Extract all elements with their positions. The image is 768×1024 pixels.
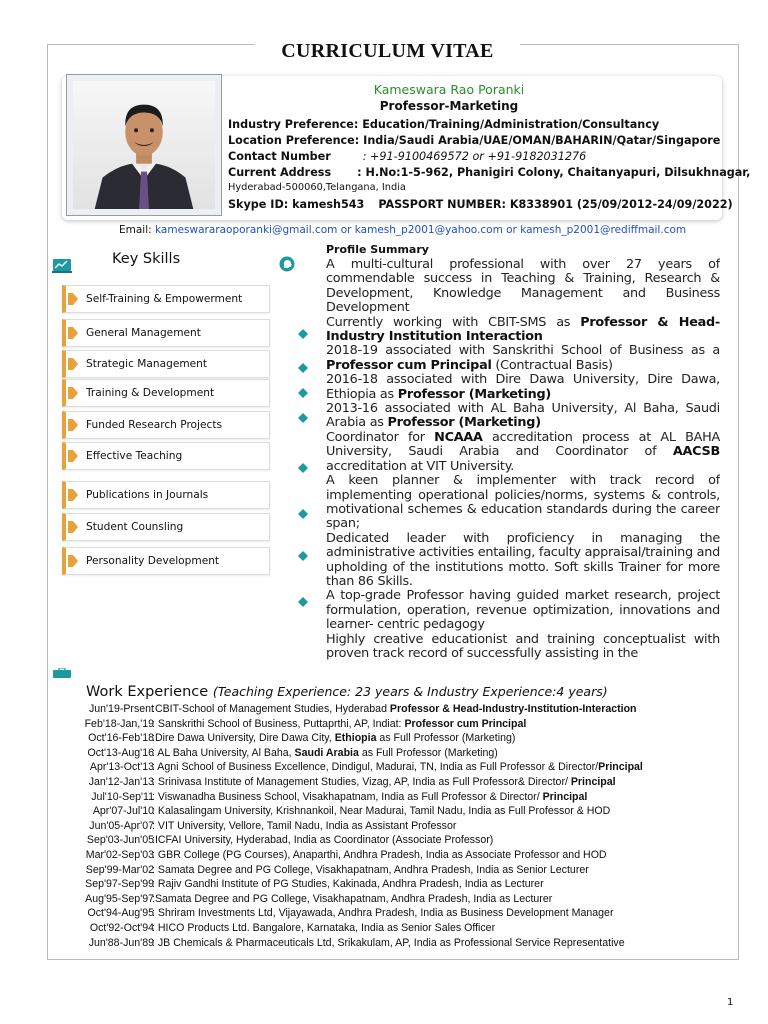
work-period: Jun'05-Apr'07 [89, 819, 154, 832]
work-description: : Samata Degree and PG College, Visakhapatnam, Andhra Pradesh, India as Senior Lecturer [152, 863, 589, 876]
profile-para-9: A top-grade Professor having guided market research, project formulation, operation, revenue optimization, innovations and learner- centric pedagogy [326, 588, 720, 633]
diamond-bullet-icon [298, 363, 308, 373]
key-skill-label: Student Counsling [86, 521, 184, 533]
work-row [58, 834, 738, 849]
profile-summary-text [326, 258, 720, 666]
arrow-tab-icon [68, 555, 78, 567]
work-period: Sep'97-Sep'99 [85, 878, 154, 891]
head-profile-icon [279, 256, 295, 272]
work-period: Jan'12-Jan'13 [88, 776, 154, 788]
key-skill-item [62, 379, 270, 407]
skype-id: Skype ID: kamesh543 [228, 198, 365, 211]
work-description: :Samata Degree and PG College, Visakhapatnam, Andhra Pradesh, India as Lecturer [152, 892, 553, 905]
arrow-tab-icon [68, 521, 78, 533]
profile-para-10: Highly creative educationist and training conceptualist with proven track record of successfully assisting in the [326, 631, 720, 661]
work-period: Sep'03-Jun'05 [86, 834, 154, 847]
work-description: : Rajiv Gandhi Institute of PG Studies, Kakinada, Andhra Pradesh, India as Lecturer [152, 878, 544, 891]
key-skill-item [62, 285, 270, 313]
work-period: Jun'19-Prsent [88, 703, 154, 715]
work-description: :ICFAI University, Hyderabad, India as Coordinator (Associate Professor) [152, 834, 494, 847]
chart-board-icon [52, 257, 72, 274]
key-skills-title: Key Skills [112, 251, 181, 267]
profile-para-8: Dedicated leader with proficiency in managing the administrative activities entailing, faculty appraisal/training and upholding of the institutions motto. Soft skills Trainer for more than 86 Skills. [326, 530, 720, 589]
work-period: Aug'95-Sep'97 [85, 892, 154, 905]
work-period: Oct'13-Aug'16 [87, 746, 154, 759]
work-description: : JB Chemicals & Pharmaceuticals Ltd, Srikakulam, AP, India as Professional Service Representative [152, 936, 625, 949]
work-period: Jul'10-Sep'11 [91, 790, 154, 803]
key-skill-item [62, 319, 270, 347]
work-description: :Dire Dawa University, Dire Dawa City, Ethiopia as Full Professor (Marketing) [152, 732, 516, 745]
key-skill-label: Personality Development [86, 555, 220, 567]
work-description: :CBIT-School of Management Studies, Hyderabad Professor & Head-Industry-Institution-Interaction [152, 703, 637, 715]
work-period: Oct'92-Oct'94 [89, 922, 154, 934]
work-row [58, 937, 738, 952]
profile-para-1: A multi-cultural professional with over 27 years of commendable success in Teaching & Training, Research & Development, Knowledge Management and Business Development [326, 258, 720, 316]
arrow-tab-icon [68, 450, 78, 462]
key-skill-label: Publications in Journals [86, 489, 209, 501]
arrow-tab-icon [68, 358, 78, 370]
key-skill-label: Training & Development [86, 387, 215, 399]
profile-summary-title: Profile Summary [326, 243, 429, 256]
work-row [58, 776, 738, 791]
key-skill-label: Effective Teaching [86, 450, 183, 462]
key-skill-item [62, 547, 270, 575]
email-links[interactable]: kameswararaoporanki@gmail.com or kamesh_p2001@yahoo.com or kamesh_p2001@rediffmail.com [155, 224, 687, 236]
arrow-tab-icon [68, 293, 78, 305]
profile-para-2: Currently working with CBIT-SMS as Professor & Head-Industry Institution Interaction [326, 314, 720, 345]
work-row [58, 922, 738, 937]
work-description: : Viswanadha Business School, Visakhapatnam, India as Full Professor & Director/ Principal [152, 790, 588, 803]
portrait-image [73, 81, 215, 209]
work-row [58, 864, 738, 879]
industry-preference: Industry Preference: Education/Training/Administration/Consultancy [228, 118, 660, 131]
work-period: Oct'16-Feb'18 [88, 732, 154, 745]
work-row [58, 878, 738, 893]
key-skill-item [62, 411, 270, 439]
work-experience-subtitle: (Teaching Experience: 23 years & Industry Experience:4 years) [212, 684, 608, 699]
work-description: : AL Baha University, Al Baha, Saudi Arabia as Full Professor (Marketing) [152, 746, 498, 759]
page-number: 1 [727, 997, 734, 1008]
work-period: Apr'13-Oct'13 [89, 761, 154, 774]
profile-para-5: 2013-16 associated with AL Baha University, Al Baha, Saudi Arabia as Professor (Marketing) [326, 401, 720, 431]
work-row [58, 893, 738, 908]
work-period: Mar'02-Sep'03 [85, 849, 154, 861]
work-period: Jun'88-Jun'89 [88, 936, 154, 949]
diamond-bullet-icon [298, 597, 308, 607]
key-skill-label: Strategic Management [86, 358, 208, 370]
work-row [58, 732, 738, 747]
work-row [58, 747, 738, 762]
work-row [58, 820, 738, 835]
address-line-2: Hyderabad-500060,Telangana, India [228, 182, 406, 193]
work-experience-title: Work Experience (Teaching Experience: 23 years & Industry Experience:4 years) [86, 684, 608, 700]
location-preference: Location Preference: India/Saudi Arabia/UAE/OMAN/BAHARIN/Qatar/Singapore [228, 134, 721, 147]
candidate-designation: Professor-Marketing [379, 99, 519, 113]
key-skill-item [62, 442, 270, 470]
work-description: : VIT University, Vellore, Tamil Nadu, India as Assistant Professor [152, 819, 457, 832]
work-row [58, 718, 738, 733]
work-period: Oct'94-Aug'95 [87, 907, 154, 920]
work-description: : Srinivasa Institute of Management Studies, Vizag, AP, India as Full Professor& Director/ Principal [152, 776, 616, 788]
work-description: : GBR College (PG Courses), Anaparthi, Andhra Pradesh, India as Associate Professor and HOD [152, 849, 607, 861]
work-description: : Agni School of Business Excellence, Dindigul, Madurai, TN, India as Full Professor & Director/Principal [152, 761, 643, 774]
work-row [58, 761, 738, 776]
profile-para-7: A keen planner & implementer with track record of implementing operational policies/norms, systems & controls, motivational schemes & education standards during the career span; [326, 473, 720, 532]
key-skill-label: General Management [86, 327, 201, 339]
current-address: Current Address : H.No:1-5-962, Phanigiri Colony, Chaitanyapuri, Dilsukhnagar, [228, 166, 751, 179]
work-description: : HICO Products Ltd. Bangalore, Karnataka, India as Senior Sales Officer [152, 922, 496, 934]
work-description: : Kalasalingam University, Krishnankoil, Near Madurai, Tamil Nadu, India as Full Professor & HOD [152, 805, 611, 818]
profile-para-4: 2016-18 associated with Dire Dawa University, Dire Dawa, Ethiopia as Professor (Marketing) [326, 372, 720, 402]
skype-passport-line [228, 198, 733, 211]
work-row [58, 907, 738, 922]
diamond-bullet-icon [298, 463, 308, 473]
work-description: : Shriram Investments Ltd, Vijayawada, Andhra Pradesh, India as Business Development Manager [152, 907, 614, 920]
key-skill-label: Self-Training & Empowerment [86, 293, 243, 305]
arrow-tab-icon [68, 327, 78, 339]
diamond-bullet-icon [298, 551, 308, 561]
profile-para-6: Coordinator for NCAAA accreditation process at AL BAHA University, Saudi Arabia and Coordinator of AACSB accreditation at VIT University. [326, 429, 720, 474]
arrow-tab-icon [68, 387, 78, 399]
candidate-name: Kameswara Rao Poranki [373, 82, 525, 97]
work-description: : Sanskrithi School of Business, Puttaprthi, AP, Indiat: Professor cum Principal [152, 717, 527, 730]
key-skill-item [62, 481, 270, 509]
diamond-bullet-icon [298, 388, 308, 398]
work-period: Apr'07-Jul'10 [92, 805, 154, 818]
contact-number: Contact Number : +91-9100469572 or +91-9182031276 [228, 150, 587, 163]
key-skill-item [62, 513, 270, 541]
work-row [58, 849, 738, 864]
work-row [58, 703, 738, 718]
email-line: Email: kameswararaoporanki@gmail.com or kamesh_p2001@yahoo.com or kamesh_p2001@rediffmail.com [119, 224, 687, 236]
arrow-tab-icon [68, 419, 78, 431]
document-title: CURRICULUM VITAE [281, 40, 494, 62]
work-period: Sep'99-Mar'02 [85, 863, 154, 876]
profile-para-3: 2018-19 associated with Sanskrithi School of Business as a Professor cum Principal (Contractual Basis) [326, 343, 720, 373]
work-row [58, 805, 738, 820]
key-skill-item [62, 350, 270, 378]
diamond-bullet-icon [298, 509, 308, 519]
work-period: Feb'18-Jan,'19 [84, 717, 154, 730]
briefcase-icon [52, 668, 72, 678]
work-row [58, 791, 738, 806]
arrow-tab-icon [68, 489, 78, 501]
diamond-bullet-icon [298, 413, 308, 423]
profile-photo [66, 74, 222, 216]
passport-number: PASSPORT NUMBER: K8338901 (25/09/2012-24/09/2022) [378, 198, 733, 211]
key-skill-label: Funded Research Projects [86, 419, 223, 431]
diamond-bullet-icon [298, 329, 308, 339]
